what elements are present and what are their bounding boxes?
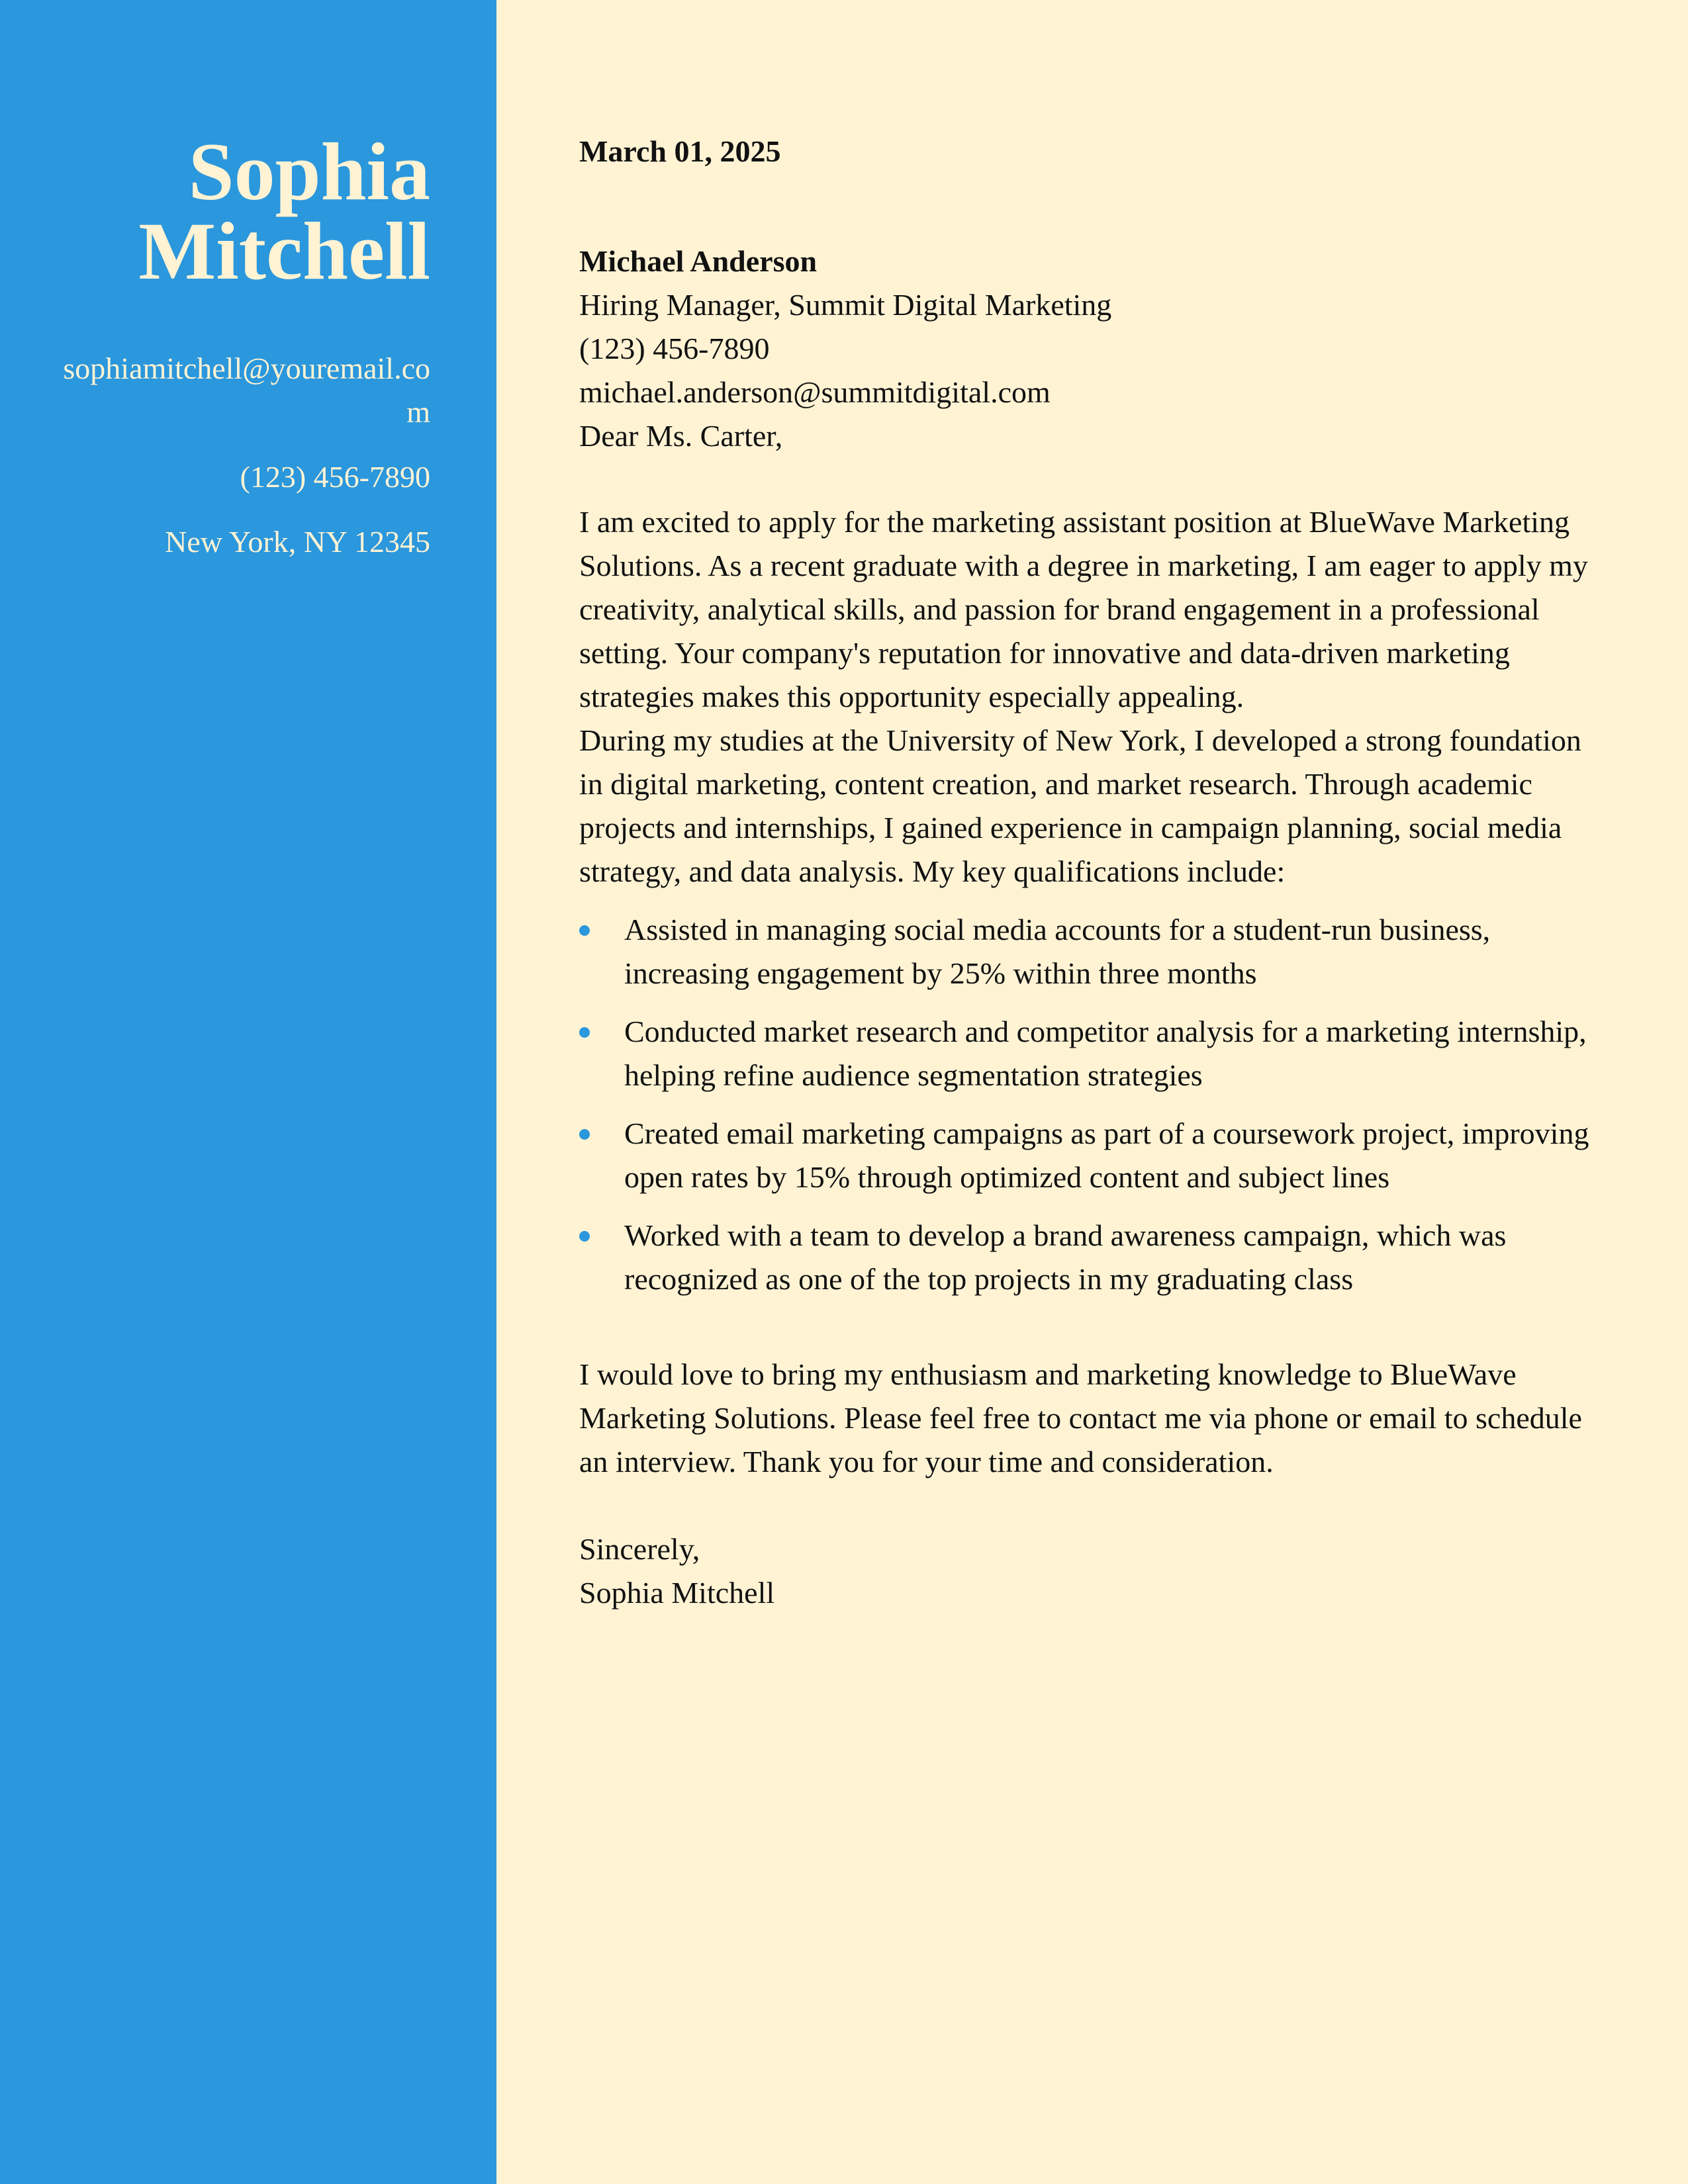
qualification-text: Worked with a team to develop a brand awareness campaign, which was recognized as one of the top projects in my graduating class <box>624 1218 1507 1296</box>
bullet-icon <box>579 1027 590 1038</box>
qualification-text: Created email marketing campaigns as part of a coursework project, improving open rates by 15% through optimized content and subject lines <box>624 1116 1589 1194</box>
sidebar <box>0 0 496 2184</box>
letter-body <box>579 130 1599 1615</box>
qualification-text: Assisted in managing social media accounts for a student-run business, increasing engagement by 25% within three months <box>624 913 1491 990</box>
intro-paragraph: I am excited to apply for the marketing assistant position at BlueWave Marketing Solutions. As a recent graduate with a degree in marketing, I am eager to apply my creativity, analytical skills, and passion for brand engagement in a professional setting. Your company's reputation for innovative and data-driven marketing strategies makes this opportunity especially appealing. <box>579 505 1588 713</box>
sender-email: sophiamitchell@youremail.com <box>63 351 430 429</box>
closing-paragraph: I would love to bring my enthusiasm and marketing knowledge to BlueWave Marketing Solutions. Please feel free to contact me via phone or email to schedule an interview. Thank you for your time and consideration. <box>579 1357 1582 1479</box>
recipient-email: michael.anderson@summitdigital.com <box>579 375 1051 409</box>
sender-first-name: Sophia <box>188 126 430 217</box>
recipient-name: Michael Anderson <box>579 244 818 278</box>
bullet-icon <box>579 925 590 936</box>
sender-phone: (123) 456-7890 <box>240 460 430 494</box>
letter-date: March 01, 2025 <box>579 134 781 168</box>
signoff-block <box>579 1527 1599 1615</box>
list-item <box>579 1214 1599 1301</box>
sender-last-name: Mitchell <box>138 206 430 296</box>
recipient-phone: (123) 456-7890 <box>579 332 770 365</box>
signature-name: Sophia Mitchell <box>579 1576 775 1610</box>
recipient-title: Hiring Manager, Summit Digital Marketing <box>579 288 1112 322</box>
qualification-text: Conducted market research and competitor analysis for a marketing internship, helping refine audience segmentation strategies <box>624 1015 1587 1092</box>
sender-location: New York, NY 12345 <box>165 525 430 559</box>
list-item <box>579 1112 1599 1199</box>
qualifications-list <box>579 908 1599 1301</box>
bullet-icon <box>579 1231 590 1242</box>
signoff: Sincerely, <box>579 1532 700 1566</box>
recipient-block <box>579 240 1599 414</box>
list-item <box>579 908 1599 995</box>
sender-name <box>40 126 430 296</box>
salutation: Dear Ms. Carter, <box>579 419 783 453</box>
list-item <box>579 1010 1599 1097</box>
bullet-icon <box>579 1129 590 1140</box>
studies-paragraph: During my studies at the University of New York, I developed a strong foundation in digital marketing, content creation, and market research. Through academic projects and internships, I gained experience in campaign planning, social media strategy, and data analysis. My key qualifications include: <box>579 723 1581 888</box>
